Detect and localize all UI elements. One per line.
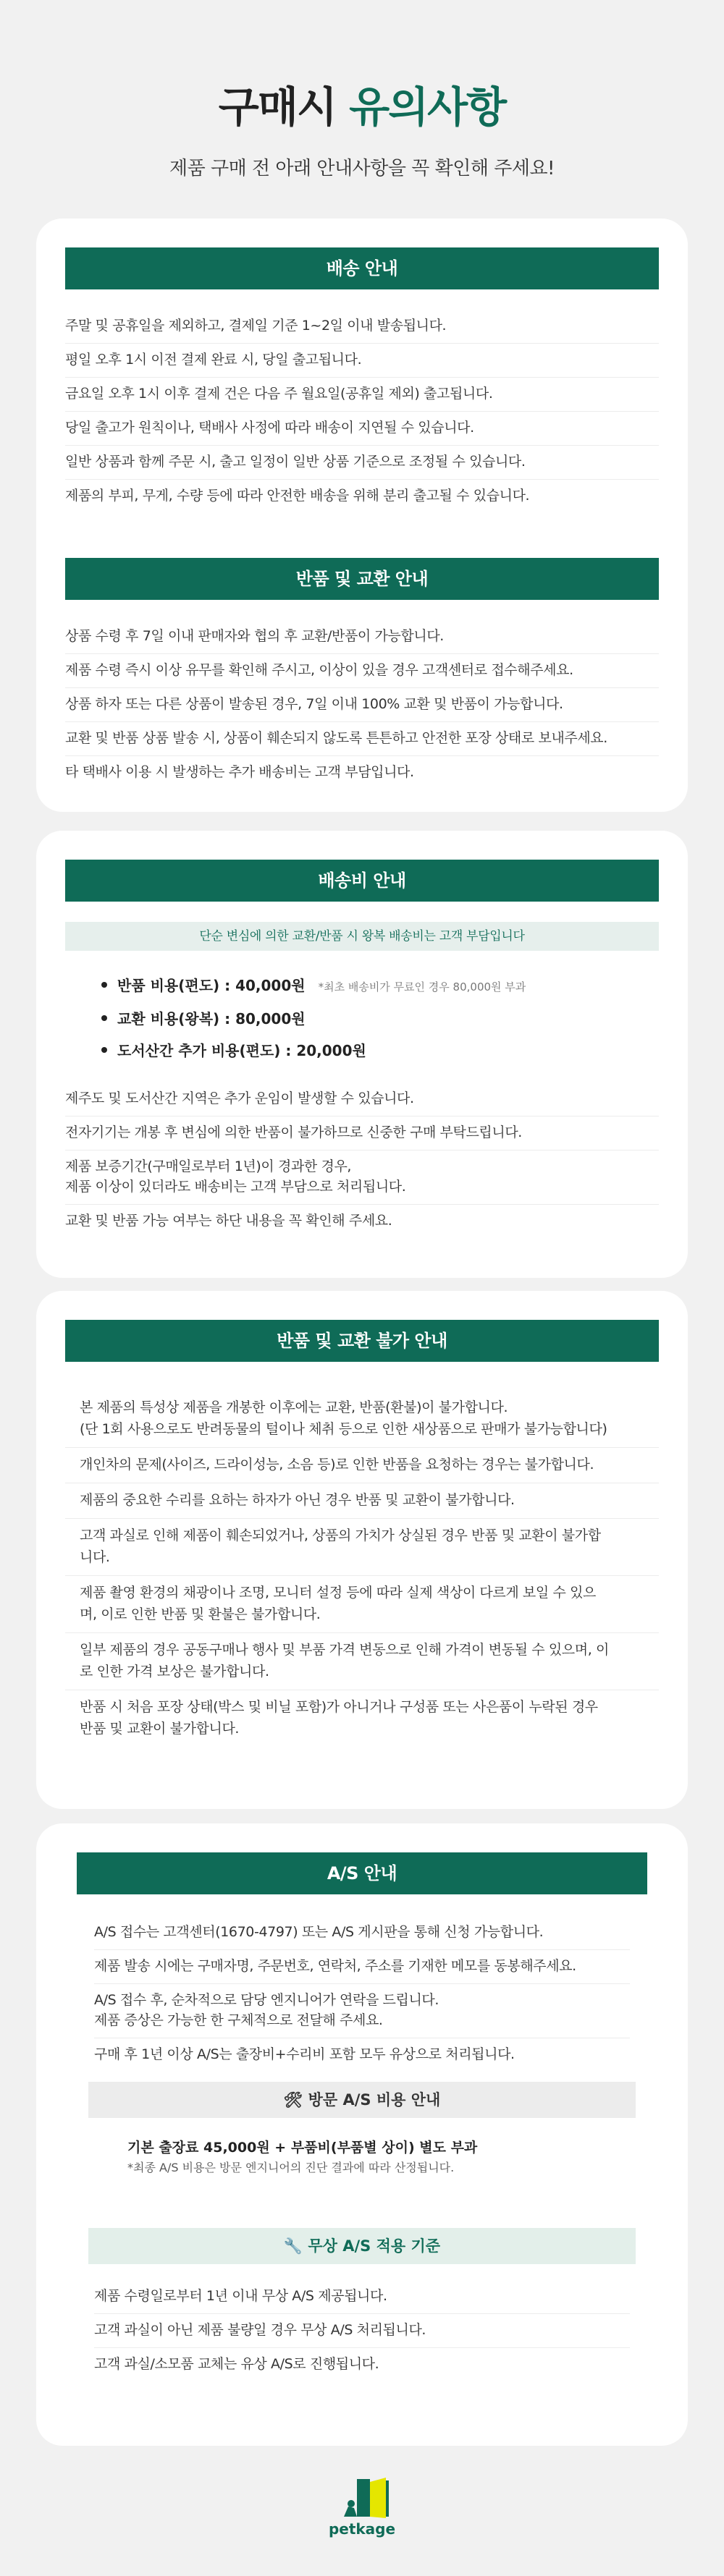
no-return-line: 며, 이로 인한 반품 및 환불은 불가합니다.: [65, 1603, 659, 1633]
as-line: 구매 후 1년 이상 A/S는 출장비+수리비 포함 모두 유상으로 처리됩니다.: [94, 2046, 515, 2062]
no-return-line: 본 제품의 특성상 제품을 개봉한 이후에는 교환, 반품(환불)이 불가합니다.: [80, 1399, 508, 1415]
returns-line: 상품 하자 또는 다른 상품이 발송된 경우, 7일 이내 100% 교환 및 반품이 가능합니다.: [65, 688, 659, 722]
as-line: A/S 접수는 고객센터(1670-4797) 또는 A/S 게시판을 통해 신청 가능합니다.: [94, 1916, 630, 1950]
fees-cost-list: [101, 970, 659, 1067]
returns-line: 상품 수령 후 7일 이내 판매자와 협의 후 교환/반품이 가능합니다.: [65, 620, 659, 654]
as-line: 제품 증상은 가능한 한 구체적으로 전달해 주세요.: [94, 2010, 630, 2038]
no-return-card: [36, 1291, 688, 1809]
shipping-line: 평일 오후 1시 이전 결제 완료 시, 당일 출고됩니다.: [65, 344, 659, 378]
returns-line: 타 택배사 이용 시 발생하는 추가 배송비는 고객 부담입니다.: [65, 764, 414, 780]
no-return-title: 반품 및 교환 불가 안내: [65, 1320, 659, 1362]
no-return-list: [65, 1391, 659, 1747]
visit-as-fee-title: 🛠 방문 A/S 비용 안내: [88, 2082, 636, 2118]
free-as-line: 고객 과실이 아닌 제품 불량일 경우 무상 A/S 처리됩니다.: [94, 2314, 630, 2348]
page-title: [0, 81, 724, 133]
fees-card: [36, 831, 688, 1278]
as-title: A/S 안내: [77, 1852, 647, 1894]
fees-line: 제주도 및 도서산간 지역은 추가 운임이 발생할 수 있습니다.: [65, 1082, 659, 1117]
fees-title: 배송비 안내: [65, 860, 659, 902]
as-line: A/S 접수 후, 순차적으로 담당 엔지니어가 연락을 드립니다.: [94, 1992, 439, 2008]
shipping-title: 배송 안내: [65, 247, 659, 289]
fees-notice: 단순 변심에 의한 교환/반품 시 왕복 배송비는 고객 부담입니다: [65, 922, 659, 951]
title-accent: 유의사항: [349, 82, 506, 132]
page-subtitle: 제품 구매 전 아래 안내사항을 꼭 확인해 주세요!: [169, 158, 555, 179]
shipping-line: 금요일 오후 1시 이후 결제 건은 다음 주 월요일(공휴일 제외) 출고됩니다.: [65, 378, 659, 412]
no-return-line: 로 인한 가격 보상은 불가합니다.: [65, 1661, 659, 1690]
as-list: [94, 1916, 630, 2072]
shipping-line: 당일 출고가 원칙이나, 택배사 사정에 따라 배송이 지연될 수 있습니다.: [65, 412, 659, 446]
returns-line: 제품 수령 즉시 이상 유무를 확인해 주시고, 이상이 있을 경우 고객센터로 접수해주세요.: [65, 654, 659, 688]
visit-fee-note: *최종 A/S 비용은 방문 엔지니어의 진단 결과에 따라 산정됩니다.: [127, 2161, 455, 2174]
petkage-logo-icon: [315, 2475, 409, 2540]
brand-logo: [0, 2475, 724, 2543]
returns-title: 반품 및 교환 안내: [65, 558, 659, 600]
fees-list: [65, 1082, 659, 1238]
no-return-line: 반품 및 교환이 불가합니다.: [80, 1721, 240, 1737]
fees-line: 제품 보증기간(구매일로부터 1년)이 경과한 경우,: [65, 1158, 352, 1174]
free-as-line: 제품 수령일로부터 1년 이내 무상 A/S 제공됩니다.: [94, 2280, 630, 2314]
no-return-line: 일부 제품의 경우 공동구매나 행사 및 부품 가격 변동으로 인해 가격이 변동될 수 있으며, 이: [80, 1642, 609, 1658]
shipping-list: [65, 310, 659, 513]
as-card: [36, 1823, 688, 2446]
shipping-returns-card: [36, 219, 688, 812]
visit-fee-main: 기본 출장료 45,000원 + 부품비(부품별 상이) 별도 부과: [127, 2140, 478, 2156]
page-header: [0, 0, 724, 217]
free-as-list: [94, 2280, 630, 2381]
visit-as-fee: [127, 2137, 647, 2177]
no-return-line: 개인차의 문제(사이즈, 드라이성능, 소음 등)로 인한 반품을 요청하는 경우는 불가합니다.: [65, 1448, 659, 1483]
returns-list: [65, 620, 659, 789]
as-line: 제품 발송 시에는 구매자명, 주문번호, 연락처, 주소를 기재한 메모를 동봉해주세요.: [94, 1950, 630, 1984]
fees-line: 교환 및 반품 가능 여부는 하단 내용을 꼭 확인해 주세요.: [65, 1213, 392, 1229]
shipping-line: 일반 상품과 함께 주문 시, 출고 일정이 일반 상품 기준으로 조정될 수 있습니다.: [65, 446, 659, 480]
no-return-line: 고객 과실로 인해 제품이 훼손되었거나, 상품의 가치가 상실된 경우 반품 및 교환이 불가합: [80, 1528, 601, 1543]
no-return-line: 제품 촬영 환경의 채광이나 조명, 모니터 설정 등에 따라 실제 색상이 다르게 보일 수 있으: [80, 1585, 596, 1601]
fee-item: 반품 비용(편도) : 40,000원 *최초 배송비가 무료인 경우 80,000원 부과: [101, 970, 659, 1003]
fee-item: 도서산간 추가 비용(편도) : 20,000원: [101, 1035, 659, 1067]
fees-line: 제품 이상이 있더라도 배송비는 고객 부담으로 처리됩니다.: [65, 1177, 659, 1205]
fees-line: 전자기기는 개봉 후 변심에 의한 반품이 불가하므로 신중한 구매 부탁드립니다.: [65, 1117, 659, 1151]
free-as-title: 🔧 무상 A/S 적용 기준: [88, 2228, 636, 2264]
returns-line: 교환 및 반품 상품 발송 시, 상품이 훼손되지 않도록 튼튼하고 안전한 포장 상태로 보내주세요.: [65, 722, 659, 756]
title-main: 구매시: [218, 82, 350, 132]
free-as-line: 고객 과실/소모품 교체는 유상 A/S로 진행됩니다.: [94, 2356, 379, 2372]
no-return-line: 반품 시 처음 포장 상태(박스 및 비닐 포함)가 아니거나 구성품 또는 사은품이 누락된 경우: [80, 1699, 598, 1715]
logo-text: petkage: [328, 2520, 396, 2538]
no-return-line: 니다.: [65, 1546, 659, 1576]
no-return-line: 제품의 중요한 수리를 요하는 하자가 아닌 경우 반품 및 교환이 불가합니다.: [65, 1483, 659, 1519]
fee-note: *최초 배송비가 무료인 경우 80,000원 부과: [318, 980, 526, 993]
fee-item: 교환 비용(왕복) : 80,000원: [101, 1003, 659, 1035]
shipping-line: 제품의 부피, 무게, 수량 등에 따라 안전한 배송을 위해 분리 출고될 수 있습니다.: [65, 488, 530, 504]
no-return-line: (단 1회 사용으로도 반려동물의 털이나 체취 등으로 인한 새상품으로 판매가 불가능합니다): [65, 1418, 659, 1448]
shipping-line: 주말 및 공휴일을 제외하고, 결제일 기준 1~2일 이내 발송됩니다.: [65, 310, 659, 344]
